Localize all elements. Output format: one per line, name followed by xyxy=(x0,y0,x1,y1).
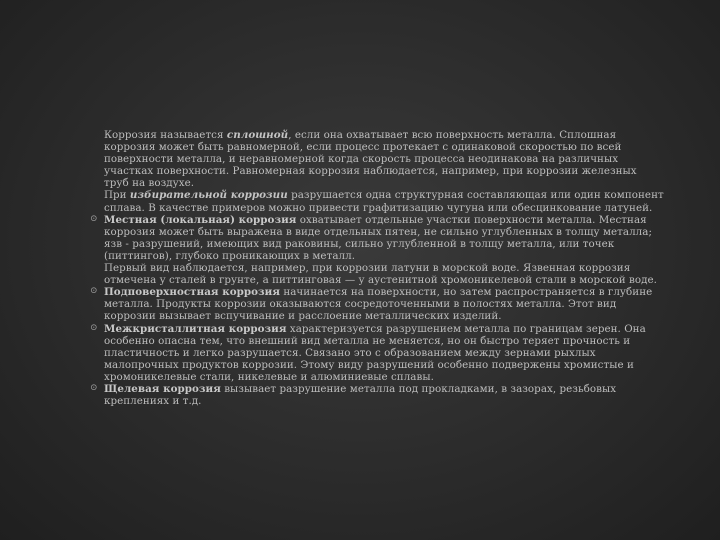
term-crevice: Щелевая коррозия xyxy=(104,382,221,395)
paragraph-continuous-corrosion xyxy=(104,129,664,189)
p7-text-post: вызывает разрушение металла под прокладками, в зазорах, резьбовых креплениях и т.д. xyxy=(104,382,617,408)
bullet-icon: ⊙ xyxy=(90,322,98,333)
p2-text-pre: При xyxy=(104,189,130,202)
p3-text-post: охватывает отдельные участки поверхности металла. Местная коррозия может быть выражена в виде отдельных пятен, не сильно углубленных в толщу металла; язв - разрушений, имеющих вид раковины, сильно углубленной в толщу металла, или точек (питтингов), глубоко проникающих в металл. xyxy=(104,213,652,262)
p5-text-post: начинается на поверхности, но затем распространяется в глубине металла. Продукты коррозии оказываются сосредоточенными в полостях металла. Этот вид коррозии вызывает вспучивание и расслоение металлических изделий. xyxy=(104,286,653,323)
paragraph-local-corrosion xyxy=(90,213,664,262)
paragraph-subsurface-corrosion xyxy=(90,286,664,323)
term-local: Местная (локальная) коррозия xyxy=(104,213,297,226)
p1-text-post: , если она охватывает всю поверхность металла. Сплошная коррозия может быть равномерной, если процесс протекает с одинаковой скоростью по всей поверхности металла, и неравномерной когда скорость процесса неодинакова на различных участках поверхности. Равномерная коррозия наблюдается, например, при коррозии железных труб на воздухе. xyxy=(104,129,637,190)
p6-text-post: характеризуется разрушением металла по границам зерен. Она особенно опасна тем, что внешний вид металла не меняется, но он быстро теряет прочность и пластичность и легко разрушается. Связано это с образованием между зернами рыхлых малопрочных продуктов коррозии. Этому виду разрушений особенно подвержены хромистые и хромоникелевые стали, никелевые и алюминиевые сплавы. xyxy=(104,322,646,383)
term-intercrystalline: Межкристаллитная коррозия xyxy=(104,322,287,335)
bullet-icon: ⊙ xyxy=(90,382,98,393)
paragraph-intercrystalline-corrosion xyxy=(90,322,664,383)
paragraph-local-examples xyxy=(104,262,664,286)
bullet-icon: ⊙ xyxy=(90,286,98,297)
term-continuous: сплошной xyxy=(226,129,289,141)
paragraph-selective-corrosion xyxy=(104,189,664,213)
slide-text-body xyxy=(90,129,664,408)
paragraph-crevice-corrosion xyxy=(90,382,664,408)
bullet-icon: ⊙ xyxy=(90,213,98,224)
p2-text-post: разрушается одна структурная составляющая или один компонент сплава. В качестве примеров можно привести графитизацию чугуна или обесцинкование латуней. xyxy=(104,189,664,214)
p1-text-pre: Коррозия называется xyxy=(104,129,227,141)
term-subsurface: Подповерхностная коррозия xyxy=(104,286,280,299)
p4-text: Первый вид наблюдается, например, при коррозии латуни в морской воде. Язвенная коррозия отмечена у сталей в грунте, а питтинговая — у аустенитной хромоникелевой стали в морской воде. xyxy=(104,262,657,287)
term-selective: избирательной коррозии xyxy=(129,189,288,202)
